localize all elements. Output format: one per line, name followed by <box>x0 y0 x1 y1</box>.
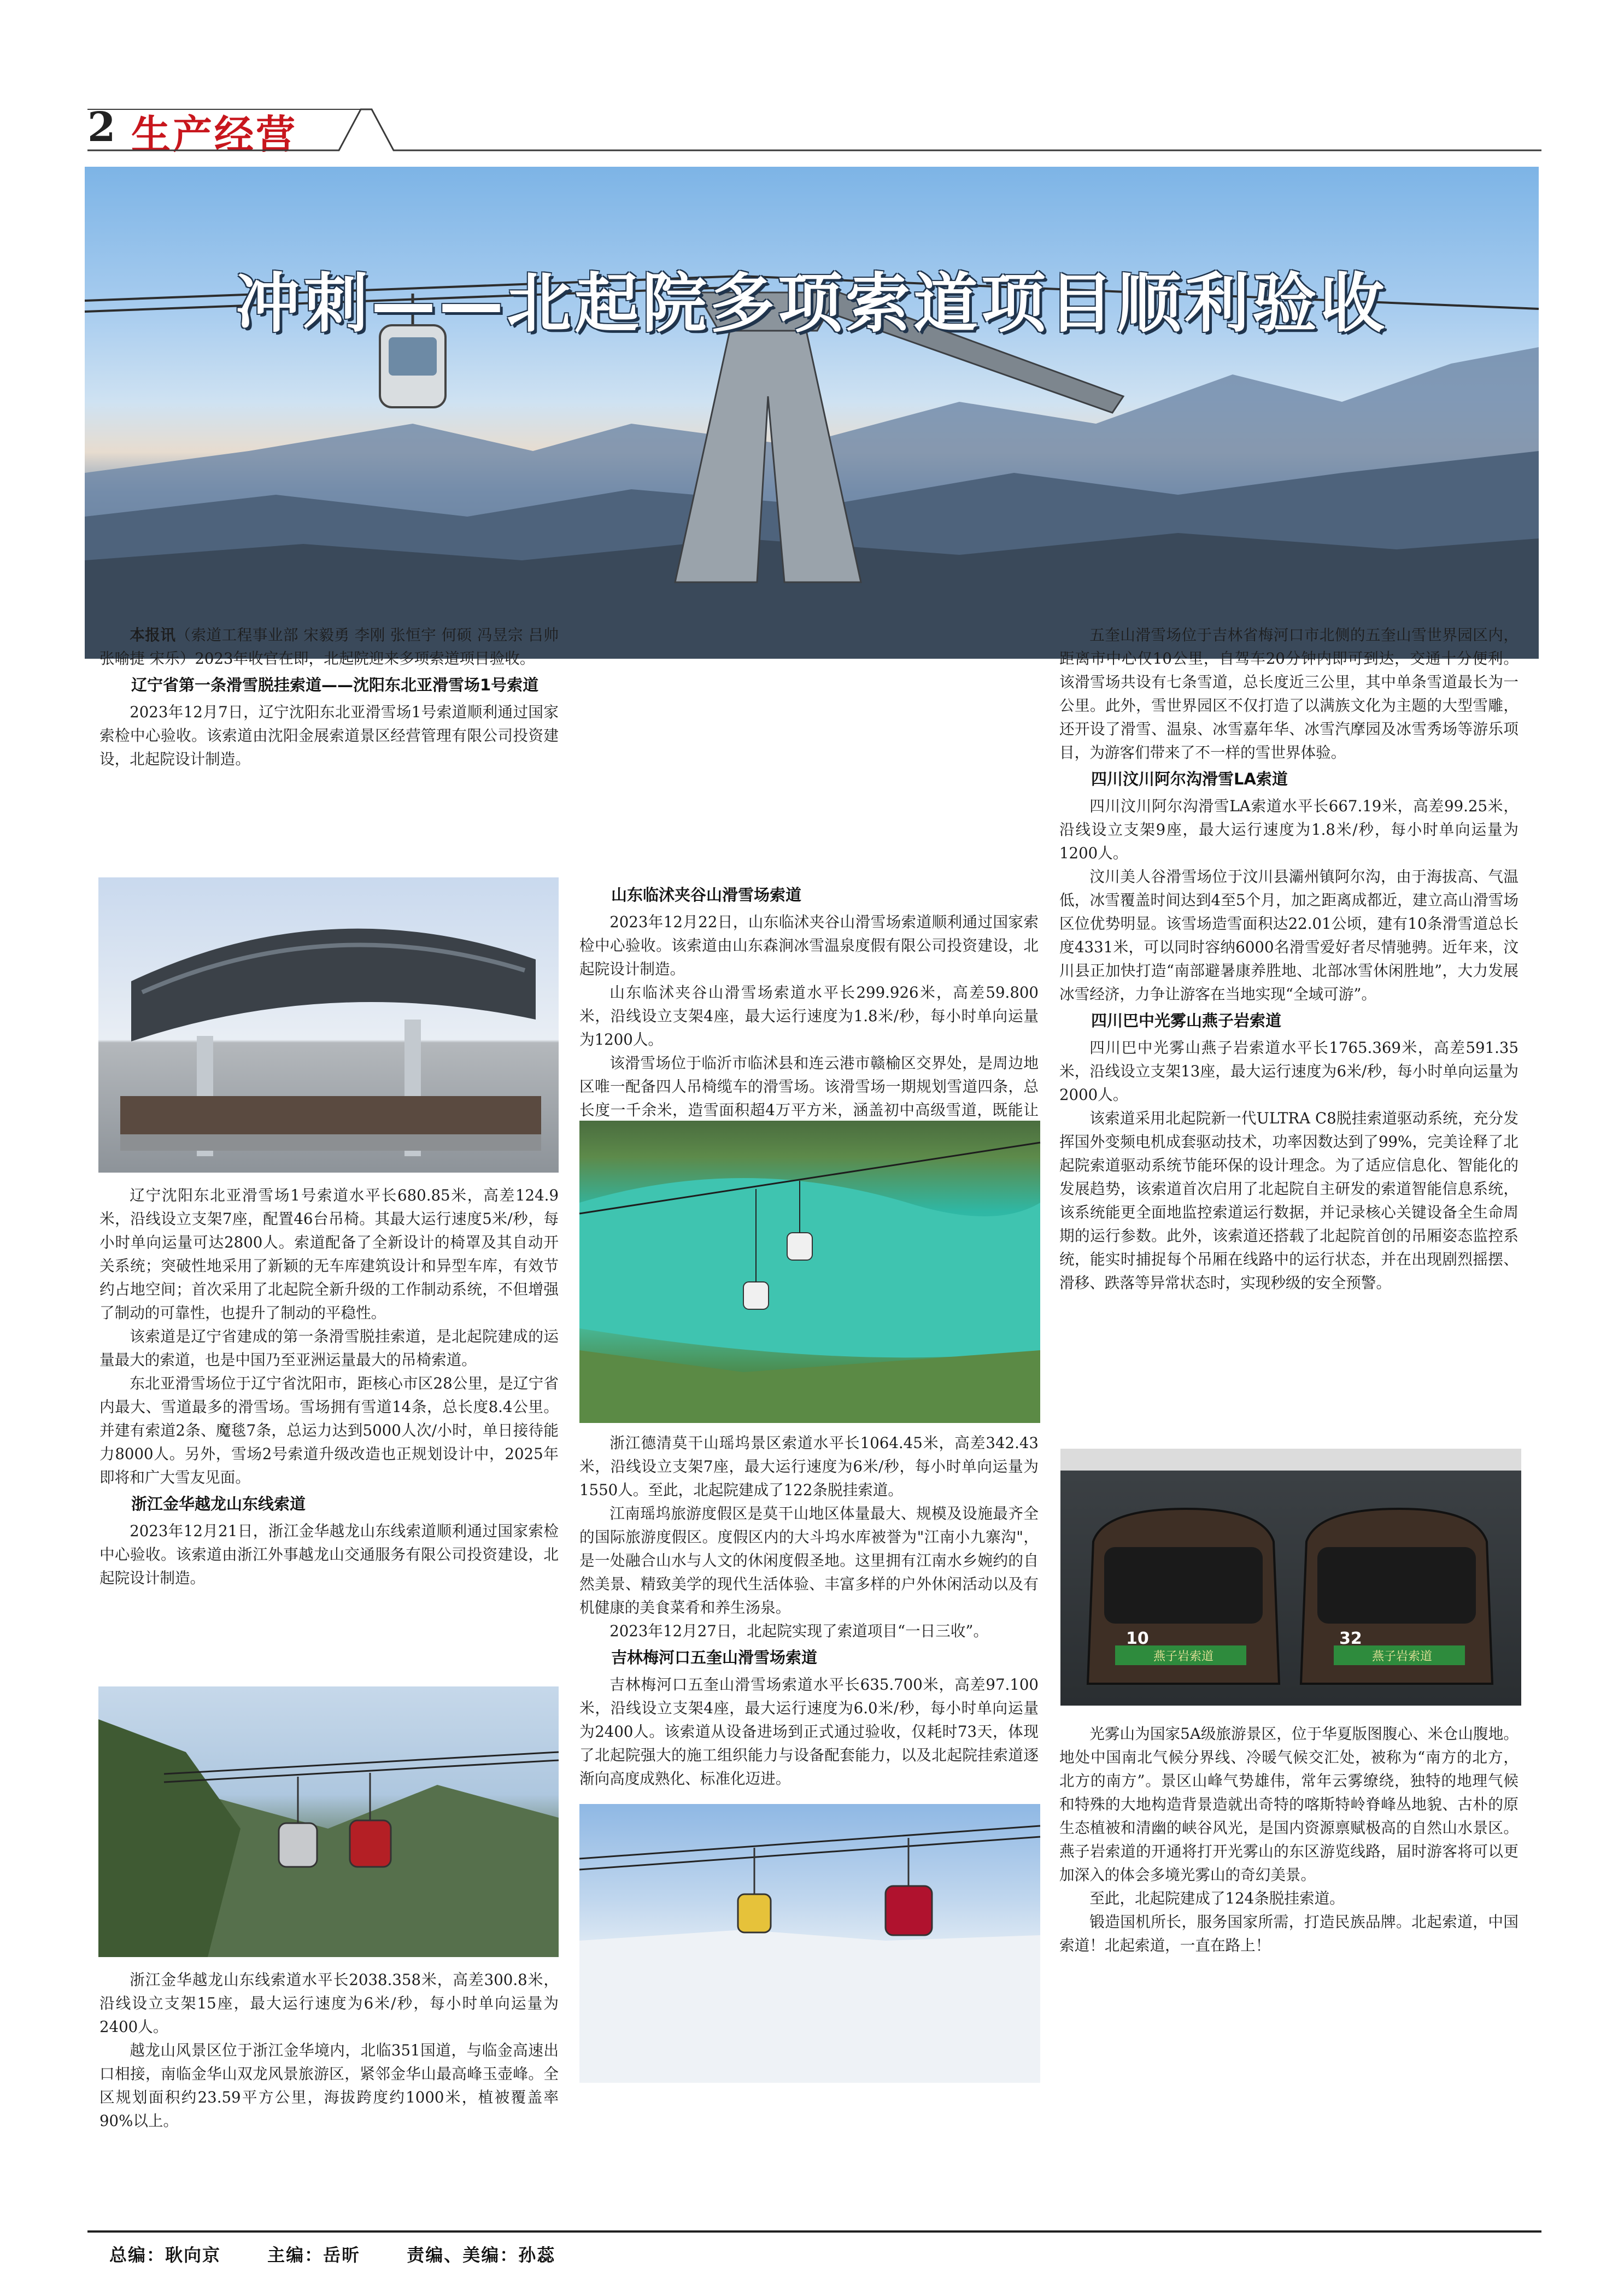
column-1-middle <box>99 1184 559 1590</box>
column-1-bottom <box>99 1968 559 2133</box>
photo-jilin-ski-gondola <box>579 1804 1040 2083</box>
paragraph: 汶川美人谷滑雪场位于汶川县灞州镇阿尔沟，由于海拔高、气温低，冰雪覆盖时间达到4至5个月，加之距离成都近，建立高山滑雪场区位优势明显。该雪场造雪面积达22.01公顷，建有10条滑雪道总长度4331米，可以同时容纳6000名滑雪爱好者尽情驰骋。近年来，汶川县正加快打造“南部避暑康养胜地、北部冰雪休闲胜地”，大力发展冰雪经济，力争让游客在当地实现“全域可游”。 <box>1059 868 1519 1003</box>
column-2-middle <box>579 1431 1039 1788</box>
art-editor: 孙蕊 <box>518 2245 556 2265</box>
paragraph: 辽宁沈阳东北亚滑雪场1号索道水平长680.85米，高差124.9米，沿线设立支架7座，配置46台吊椅。其最大运行速度5米/秒，每小时单向运量可达2800人。索道配备了全新设计的椅罩及其自动开关系统；突破性地采用了新颖的无车库建筑设计和异型车库，有效节约占地空间；首次采用了北起院全新升级的工作制动系统，不但增强了制动的可靠性，也提升了制动的平稳性。 <box>99 1186 559 1322</box>
paragraph: 江南瑶坞旅游度假区是莫干山地区体量最大、规模及设施最齐全的国际旅游度假区。度假区内的大斗坞水库被誉为"江南小九寨沟"，是一处融合山水与人文的休闲度假圣地。这里拥有江南水乡婉约的自然美景、精致美学的现代生活体验、丰富多样的户外休闲活动以及有机健康的美食菜肴和养生汤泉。 <box>579 1504 1039 1616</box>
paragraph: 越龙山风景区位于浙江金华境内，北临351国道，与临金高速出口相接，南临金华山双龙风景旅游区，紧邻金华山最高峰玉壶峰。全区规划面积约23.59平方公里，海拔跨度约1000米，植被覆盖率90%以上。 <box>99 2041 559 2130</box>
cabin-number-left: 10 <box>1126 1629 1149 1648</box>
photo-bazhong-cabins <box>1060 1449 1521 1706</box>
editor-label: 主编： <box>267 2245 324 2265</box>
cabin-plate-left: 燕子岩索道 <box>1153 1650 1214 1664</box>
cabin-plate-right: 燕子岩索道 <box>1372 1650 1433 1664</box>
paragraph: 该索道是辽宁省建成的第一条滑雪脱挂索道，是北起院建成的运量最大的索道，也是中国乃至亚洲运量最大的吊椅索道。 <box>99 1327 559 1369</box>
paragraph: 2023年12月27日，北起院实现了索道项目“一日三收”。 <box>609 1622 989 1640</box>
paragraph: 山东临沭夹谷山滑雪场索道水平长299.926米，高差59.800米，沿线设立支架4座，最大运行速度为1.8米/秒，每小时单向运量为1200人。 <box>579 983 1039 1049</box>
paragraph: 浙江德清莫干山瑶坞景区索道水平长1064.45米，高差342.43米，沿线设立支架7座，最大运行速度为6米/秒，每小时单向运量为1550人。至此，北起院建成了122条脱挂索道。 <box>579 1434 1039 1499</box>
section-title: 生产经营 <box>131 112 298 157</box>
heading-linyi: 山东临沭夹谷山滑雪场索道 <box>611 886 802 904</box>
cabins-illustration <box>1060 1449 1521 1706</box>
column-3-bottom <box>1059 1722 1519 1957</box>
paragraph: 光雾山为国家5A级旅游景区，位于华夏版图腹心、米仓山腹地。地处中国南北气候分界线、冷暖气候交汇处，被称为“南方的北方，北方的南方”。景区山峰气势雄伟，常年云雾缭绕，独特的地理气候和特殊的大地构造背景造就出奇特的喀斯特岭脊峰丛地貌、古朴的原生态植被和清幽的峡谷风光，是国内资源禀赋极高的自然山水景区。燕子岩索道的开通将打开光雾山的东区游览线路，届时游客将可以更加深入的体会多境光雾山的奇幻美景。 <box>1059 1725 1519 1884</box>
column-3-top <box>1059 623 1519 1342</box>
heading-jinhua: 浙江金华越龙山东线索道 <box>131 1495 306 1513</box>
paragraph: 该索道采用北起院新一代ULTRA C8脱挂索道驱动系统，充分发挥国外变频电机成套驱动技术，功率因数达到了99%，完美诠释了北起院索道驱动系统节能环保的设计理念。为了适应信息化、智能化的发展趋势，该索道首次启用了北起院自主研发的索道智能信息系统，该系统能更全面地监控索道运行数据，并记录核心关键设备全生命周期的运行参数。此外，该索道还搭载了北起院首创的吊厢姿态监控系统，能实时捕捉每个吊厢在线路中的运行状态，并在出现剧烈摇摆、滑移、跌落等异常状态时，实现秒级的安全预警。 <box>1059 1109 1519 1292</box>
byline-text: （索道工程事业部 宋毅勇 李刚 张恒宇 何硕 冯昱宗 吕帅 张喻捷 宋乐）2023年收官在即，北起院迎来多项索道项目验收。 <box>99 626 559 667</box>
paragraph: 东北亚滑雪场位于辽宁省沈阳市，距核心市区28公里，是辽宁省内最大、雪道最多的滑雪场。雪场拥有雪道14条，总长度8.4公里。并建有索道2条、魔毯7条，总运力达到5000人次/小时，单日接待能力8000人。另外，雪场2号索道升级改造也正规划设计中，2025年即将和广大雪友见面。 <box>99 1374 559 1486</box>
paragraph: 锻造国机所长，服务国家所需，打造民族品牌。北起索道，中国索道！北起索道，一直在路上！ <box>1059 1913 1519 1954</box>
cabin-number-right: 32 <box>1339 1629 1362 1648</box>
photo-jinhua-gondola <box>98 1686 559 1957</box>
page-number: 2 <box>87 104 116 151</box>
paragraph: 至此，北起院建成了124条脱挂索道。 <box>1089 1889 1345 1907</box>
paragraph: 2023年12月22日，山东临沭夹谷山滑雪场索道顺利通过国家索检中心验收。该索道由山东森涧冰雪温泉度假有限公司投资建设，北起院设计制造。 <box>579 913 1039 978</box>
heading-bazhong: 四川巴中光雾山燕子岩索道 <box>1091 1011 1282 1030</box>
heading-liaoning: 辽宁省第一条滑雪脱挂索道——沈阳东北亚滑雪场1号索道 <box>131 676 539 694</box>
paragraph: 浙江金华越龙山东线索道水平长2038.358米，高差300.8米，沿线设立支架15座，最大运行速度为6米/秒，每小时单向运量为2400人。 <box>99 1971 559 2036</box>
chairlift-illustration <box>98 877 559 1173</box>
paragraph: 四川汶川阿尔沟滑雪LA索道水平长667.19米，高差99.25米，沿线设立支架9座，最大运行速度为1.8米/秒，每小时单向运量为1200人。 <box>1059 797 1519 862</box>
gondola-mountain-illustration <box>98 1686 559 1957</box>
hero-illustration <box>85 167 1539 659</box>
headline: 冲刺——北起院多项索道项目顺利验收 <box>235 266 1388 341</box>
paragraph: 2023年12月7日，辽宁沈阳东北亚滑雪场1号索道顺利通过国家索检中心验收。该索道由沈阳金展索道景区经营管理有限公司投资建设，北起院设计制造。 <box>99 703 559 768</box>
paragraph: 2023年12月21日，浙江金华越龙山东线索道顺利通过国家索检中心验收。该索道由浙江外事越龙山交通服务有限公司投资建设，北起院设计制造。 <box>99 1522 559 1587</box>
editor: 岳昕 <box>323 2245 361 2265</box>
byline-label: 本报讯 <box>130 626 176 644</box>
hero-photo-cableway <box>85 167 1539 659</box>
paragraph: 该滑雪场位于临沂市临沭县和连云港市赣榆区交界处，是周边地区唯一配备四人吊椅缆车的滑雪场。该滑雪场一期规划雪道四条，总长度一千余米，造雪面积超4万平方米，涵盖初中高级雪道，既能让 <box>579 1054 1039 1119</box>
lake-gondola-illustration <box>579 1121 1040 1423</box>
paragraph: 四川巴中光雾山燕子岩索道水平长1765.369米，高差591.35米，沿线设立支架13座，最大运行速度为6米/秒，每小时单向运量为2000人。 <box>1059 1039 1519 1104</box>
photo-chairlift-station <box>98 877 559 1173</box>
footer-credits <box>109 2241 555 2266</box>
heading-abazhou: 四川汶川阿尔沟滑雪LA索道 <box>1091 770 1288 788</box>
footer-rule <box>87 2230 1541 2233</box>
art-editor-label: 责编、美编： <box>407 2245 519 2265</box>
ski-gondola-illustration <box>579 1804 1040 2083</box>
heading-jilin: 吉林梅河口五奎山滑雪场索道 <box>611 1648 818 1667</box>
photo-deqing-lake-gondola <box>579 1121 1040 1423</box>
column-1-top <box>99 623 559 771</box>
chief-editor: 耿向京 <box>165 2245 221 2265</box>
chief-editor-label: 总编： <box>109 2245 166 2265</box>
header-rule <box>87 93 1552 159</box>
byline <box>99 623 559 670</box>
paragraph: 五奎山滑雪场位于吉林省梅河口市北侧的五奎山雪世界园区内，距离市中心仅10公里，自驾车20分钟内即可到达，交通十分便利。该滑雪场共设有七条雪道，总长度近三公里，其中单条雪道最长为一公里。此外，雪世界园区不仅打造了以满族文化为主题的大型雪雕，还开设了滑雪、温泉、冰雪嘉年华、冰雪汽摩园及冰雪秀场等游乐项目，为游客们带来了不一样的雪世界体验。 <box>1059 626 1519 762</box>
paragraph: 吉林梅河口五奎山滑雪场索道水平长635.700米，高差97.100米，沿线设立支架4座，最大运行速度为6.0米/秒，每小时单向运量为2400人。该索道从设备进场到正式通过验收，仅耗时73天，体现了北起院强大的施工组织能力与设备配套能力，以及北起院挂索道逐渐向高度成熟化、标准化迈进。 <box>579 1676 1039 1788</box>
